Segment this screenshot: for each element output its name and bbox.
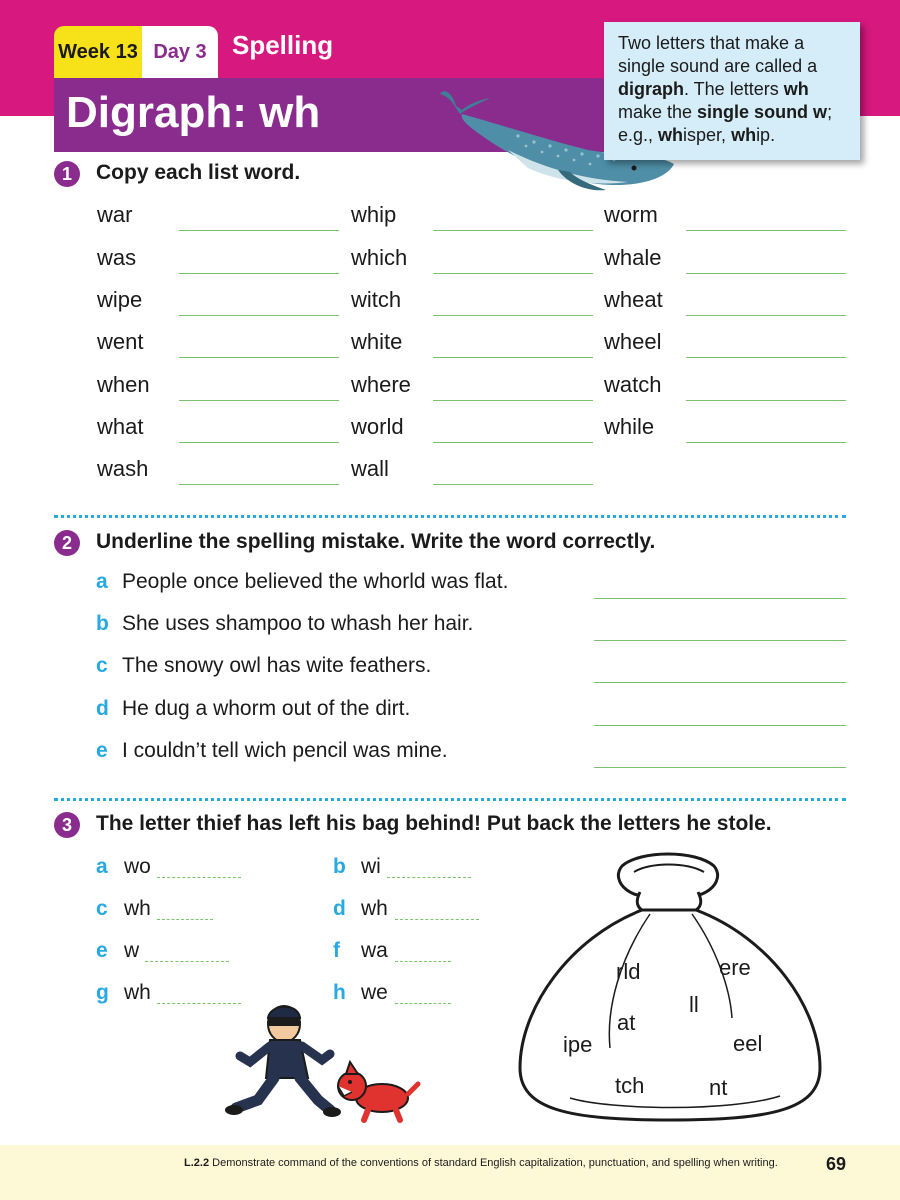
list-word: wipe [97, 287, 143, 312]
item-letter: a [96, 570, 108, 593]
list-word: whale [604, 245, 662, 270]
write-line[interactable] [179, 230, 339, 231]
info-part-bold: wh [658, 125, 684, 145]
list-word: what [97, 414, 144, 439]
write-line[interactable] [179, 315, 339, 316]
list-word: wall [351, 456, 389, 481]
standard-code: L.2.2 [184, 1157, 210, 1169]
item-letter: c [96, 897, 108, 920]
section-divider [54, 798, 846, 801]
list-word: witch [351, 287, 402, 312]
info-part-bold: wh [731, 125, 757, 145]
info-part: isper, [683, 125, 732, 145]
blank-line[interactable] [395, 961, 451, 962]
list-word: world [351, 414, 404, 439]
bag-letters: nt [709, 1075, 728, 1100]
write-line[interactable] [179, 442, 339, 443]
list-word: war [97, 202, 133, 227]
question-1-number: 1 [54, 161, 80, 187]
write-line[interactable] [433, 230, 593, 231]
write-line[interactable] [686, 400, 846, 401]
blank-line[interactable] [145, 961, 229, 962]
answer-line[interactable] [594, 598, 846, 599]
write-line[interactable] [686, 357, 846, 358]
sentence: She uses shampoo to whash her hair. [122, 612, 474, 635]
write-line[interactable] [686, 273, 846, 274]
answer-line[interactable] [594, 682, 846, 683]
bag-letters: eel [733, 1031, 763, 1056]
subject-label: Spelling [232, 30, 334, 60]
day-tab: Day 3 [142, 26, 218, 78]
item-letter: e [96, 939, 108, 962]
answer-line[interactable] [594, 767, 846, 768]
item-letter: f [333, 939, 340, 962]
question-3-number: 3 [54, 812, 80, 838]
page-number: 69 [826, 1154, 847, 1174]
info-part: . The letters [684, 79, 784, 99]
week-tab: Week 13 [54, 26, 142, 78]
info-part: ; e.g., [618, 102, 833, 145]
section-divider [54, 515, 846, 518]
write-line[interactable] [179, 357, 339, 358]
item-letter: d [96, 697, 109, 720]
question-3-instruction: The letter thief has left his bag behind! Put back the letters he stole. [96, 812, 772, 835]
info-part-bold: digraph [618, 79, 684, 99]
blank-line[interactable] [395, 919, 479, 920]
list-word: while [604, 414, 655, 439]
list-word: worm [604, 202, 658, 227]
sentence: I couldn’t tell wich pencil was mine. [122, 739, 448, 762]
write-line[interactable] [433, 315, 593, 316]
list-word: wash [97, 456, 149, 481]
item-letter: b [333, 855, 346, 878]
list-word: went [97, 329, 144, 354]
list-word: white [351, 329, 403, 354]
item-letter: d [333, 897, 346, 920]
sentence: The snowy owl has wite feathers. [122, 654, 432, 677]
item-letter: e [96, 739, 108, 762]
list-word: when [97, 372, 150, 397]
partial-word: wh [361, 897, 388, 920]
blank-line[interactable] [387, 877, 471, 878]
list-word: watch [604, 372, 662, 397]
write-line[interactable] [433, 484, 593, 485]
write-line[interactable] [433, 442, 593, 443]
bag-letters: tch [615, 1073, 645, 1098]
write-line[interactable] [179, 484, 339, 485]
sentence: He dug a whorm out of the dirt. [122, 697, 411, 720]
standard-text: Demonstrate command of the conventions of standard English capitalization, punctuation, and spelling when writing. [212, 1157, 778, 1169]
blank-line[interactable] [157, 877, 241, 878]
item-letter: g [96, 981, 109, 1004]
bag-letters: ll [689, 992, 699, 1017]
blank-line[interactable] [157, 919, 213, 920]
list-word: whip [351, 202, 397, 227]
info-part-bold: wh [783, 79, 809, 99]
write-line[interactable] [433, 400, 593, 401]
list-word: was [97, 245, 137, 270]
list-word: wheel [604, 329, 662, 354]
write-line[interactable] [686, 230, 846, 231]
bag-letters: ipe [563, 1032, 593, 1057]
partial-word: w [124, 939, 140, 962]
item-letter: a [96, 855, 108, 878]
partial-word: wh [124, 897, 151, 920]
partial-word: wo [124, 855, 151, 878]
write-line[interactable] [179, 273, 339, 274]
list-word: where [351, 372, 411, 397]
bag-letters: at [617, 1010, 636, 1035]
question-2-number: 2 [54, 530, 80, 556]
write-line[interactable] [433, 273, 593, 274]
item-letter: c [96, 654, 108, 677]
sentence: People once believed the whorld was flat. [122, 570, 509, 593]
answer-line[interactable] [594, 640, 846, 641]
page-title: Digraph: wh [66, 88, 321, 137]
item-letter: b [96, 612, 109, 635]
info-part: make the [618, 102, 698, 122]
bag-letters: ere [719, 955, 751, 980]
bag-letters: rld [616, 959, 641, 984]
write-line[interactable] [433, 357, 593, 358]
partial-word: wh [124, 981, 151, 1004]
partial-word: we [361, 981, 388, 1004]
question-1-instruction: Copy each list word. [96, 161, 301, 184]
digraph-info-box [604, 22, 860, 160]
letter-bag-illustration [510, 848, 830, 1128]
write-line[interactable] [686, 442, 846, 443]
list-word: which [351, 245, 408, 270]
footer-band [0, 1145, 900, 1200]
info-part: Two letters that make a single sound are called a [618, 33, 818, 76]
question-2-instruction: Underline the spelling mistake. Write the word correctly. [96, 530, 656, 553]
list-word: wheat [604, 287, 663, 312]
info-part: ip. [756, 125, 776, 145]
write-line[interactable] [686, 315, 846, 316]
item-letter: h [333, 981, 346, 1004]
letter-thief-illustration [222, 1000, 422, 1125]
partial-word: wi [361, 855, 381, 878]
partial-word: wa [361, 939, 388, 962]
answer-line[interactable] [594, 725, 846, 726]
standard-note [184, 1157, 778, 1169]
info-part-bold: single sound w [697, 102, 828, 122]
write-line[interactable] [179, 400, 339, 401]
